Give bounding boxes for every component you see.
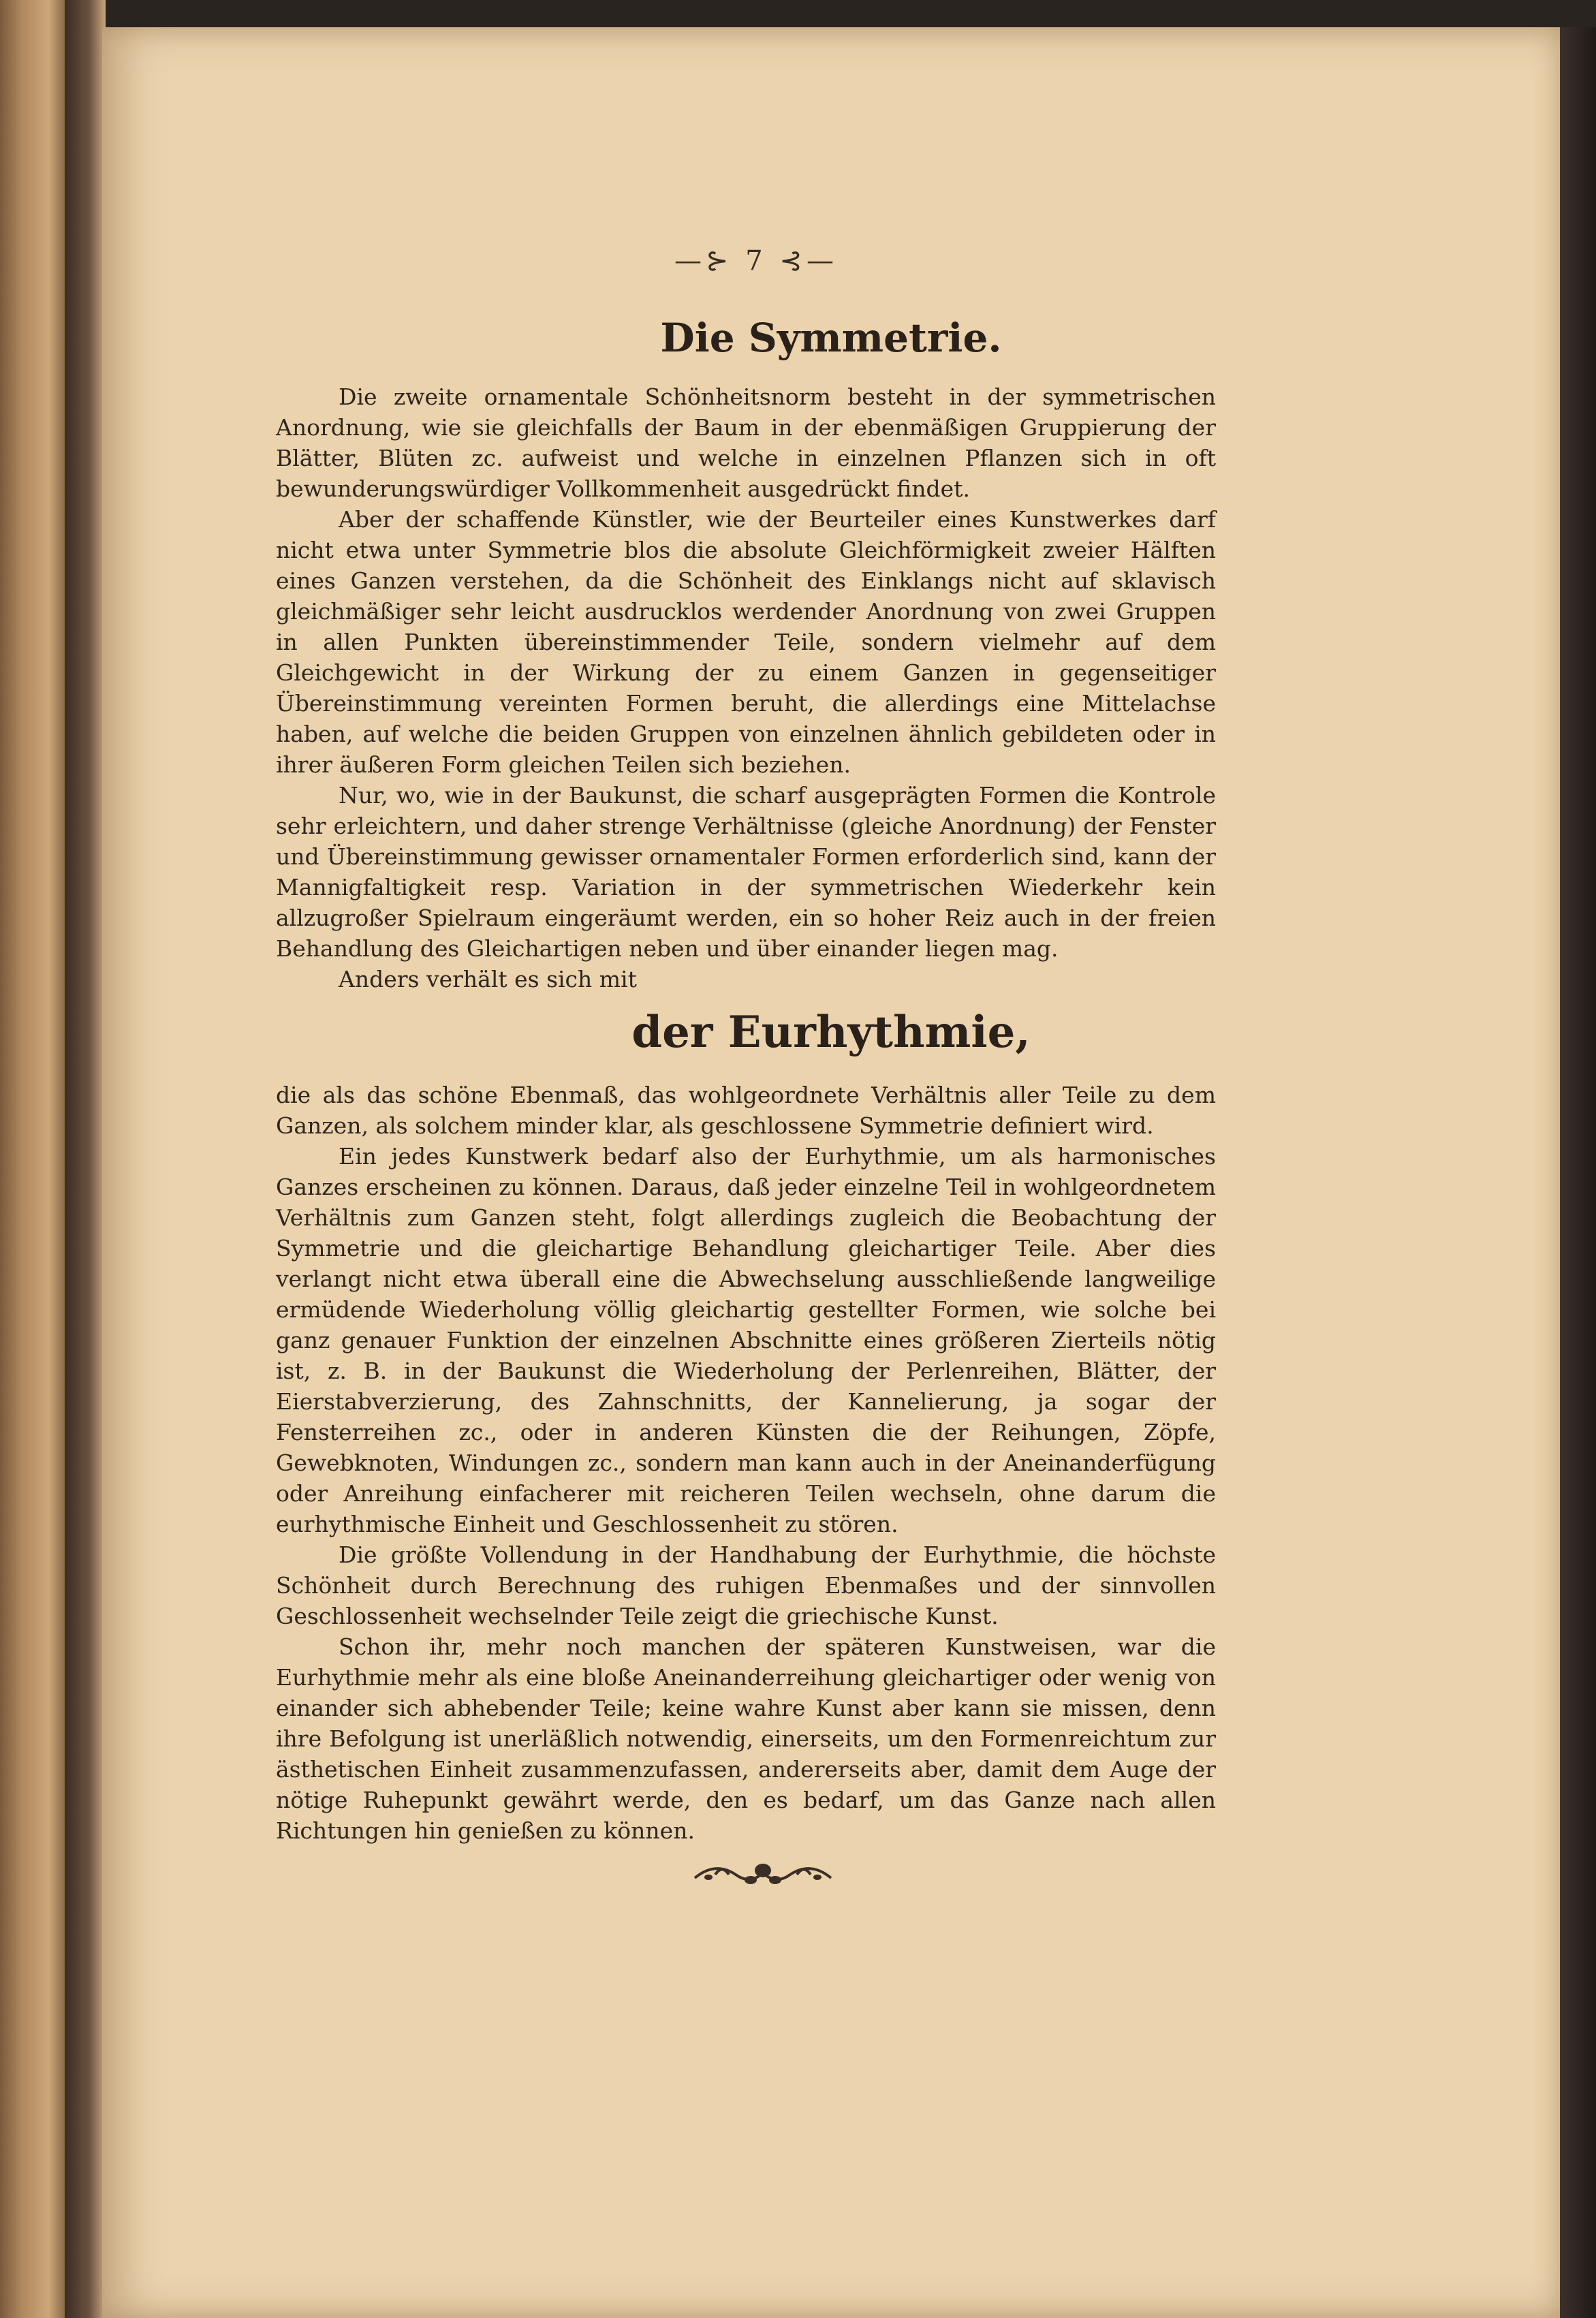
page-number: —⊱ 7 ⊰— xyxy=(674,245,838,277)
paragraph: Ein jedes Kunstwerk bedarf also der Eurhythmie, um als harmonisches Ganzes erscheinen zu können. Daraus, daß jeder einzelne Teil in wohlgeordnetem Verhältnis zum Ganzen steht, folgt allerdings zugleich die Beobachtung der Symmetrie und die gleichartige Behandlung gleichartiger Teile. Aber dies verlangt nicht etwa überall eine die Abwechselung ausschließende langweilige ermüdende Wiederholung völlig gleichartig gestellter Formen, wie solche bei ganz genauer Funktion der einzelnen Abschnitte eines größeren Zierteils nötig ist, z. B. in der Baukunst die Wiederholung der Perlenreihen, Blätter, der Eierstabverzierung, des Zahnschnitts, der Kannelierung, ja sogar der Fensterreihen zc., oder in anderen Künsten die der Reihungen, Zöpfe, Gewebknoten, Windungen zc., sondern man kann auch in der Aneinanderfügung oder Anreihung einfacherer mit reicheren Teilen wechseln, ohne darum die eurhythmische Einheit und Geschlossenheit zu stören. xyxy=(276,1143,1216,1537)
paragraph: Anders verhält es sich mit xyxy=(339,966,637,992)
floral-vignette-icon xyxy=(688,1854,838,1895)
paragraph: Die zweite ornamentale Schönheitsnorm besteht in der symmetrischen Anordnung, wie sie gleichfalls der Baum in der ebenmäßigen Gruppierung der Blätter, Blüten zc. aufweist und welche in einzelnen Pflanzen sich in oft bewunderungswürdiger Vollkommenheit ausgedrückt findet. xyxy=(276,383,1216,502)
book-gutter xyxy=(65,0,106,2318)
paragraph: Nur, wo, wie in der Baukunst, die scharf ausgeprägten Formen die Kontrole sehr erleichtern, und daher strenge Verhältnisse (gleiche Anordnung) der Fenster und Übereinstimmung gewisser ornamentaler Formen erforderlich sind, kann der Mannigfaltigkeit resp. Variation in der symmetrischen Wiederkehr kein allzugroßer Spielraum eingeräumt werden, ein so hoher Reiz auch in der freien Behandlung des Gleichartigen neben und über einander liegen mag. xyxy=(276,782,1216,962)
paragraph: Die größte Vollendung in der Handhabung der Eurhythmie, die höchste Schönheit durch Berechnung des ruhigen Ebenmaßes und der sinnvollen Geschlossenheit wechselnder Teile zeigt die griechische Kunst. xyxy=(276,1541,1216,1629)
paragraph: Schon ihr, mehr noch manchen der späteren Kunstweisen, war die Eurhythmie mehr als eine bloße Aneinanderreihung gleichartiger oder wenig von einander sich abhebender Teile; keine wahre Kunst aber kann sie missen, denn ihre Befolgung ist unerläßlich notwendig, einerseits, um den Formenreichtum zur ästhetischen Einheit zusammenzufassen, andererseits aber, damit dem Auge der nötige Ruhepunkt gewährt werde, den es bedarf, um das Ganze nach allen Richtungen hin genießen zu können. xyxy=(276,1633,1216,1844)
paragraph: die als das schöne Ebenmaß, das wohlgeordnete Verhältnis aller Teile zu dem Ganzen, als solchem minder klar, als geschlossene Symmetrie definiert wird. xyxy=(276,1082,1216,1139)
section-body-symmetrie xyxy=(276,381,1216,994)
left-page-edge xyxy=(0,0,65,2318)
section-body-eurhythmie xyxy=(276,1080,1216,1846)
right-page-edge xyxy=(1560,27,1596,2318)
section-heading-symmetrie: Die Symmetrie. xyxy=(660,315,1002,361)
section-heading-eurhythmie: der Eurhythmie, xyxy=(631,1007,1031,1058)
paragraph: Aber der schaffende Künstler, wie der Beurteiler eines Kunstwerkes darf nicht etwa unter Symmetrie blos die absolute Gleichförmigkeit zweier Hälften eines Ganzen verstehen, da die Schönheit des Einklangs nicht auf sklavisch gleichmäßiger sehr leicht ausdrucklos werdender Anordnung von zwei Gruppen in allen Punkten übereinstimmender Teile, sondern vielmehr auf dem Gleichgewicht in der Wirkung der zu einem Ganzen in gegenseitiger Übereinstimmung vereinten Formen beruht, die allerdings eine Mittelachse haben, auf welche die beiden Gruppen von einzelnen ähnlich gebildeten oder in ihrer äußeren Form gleichen Teilen sich beziehen. xyxy=(276,506,1216,778)
